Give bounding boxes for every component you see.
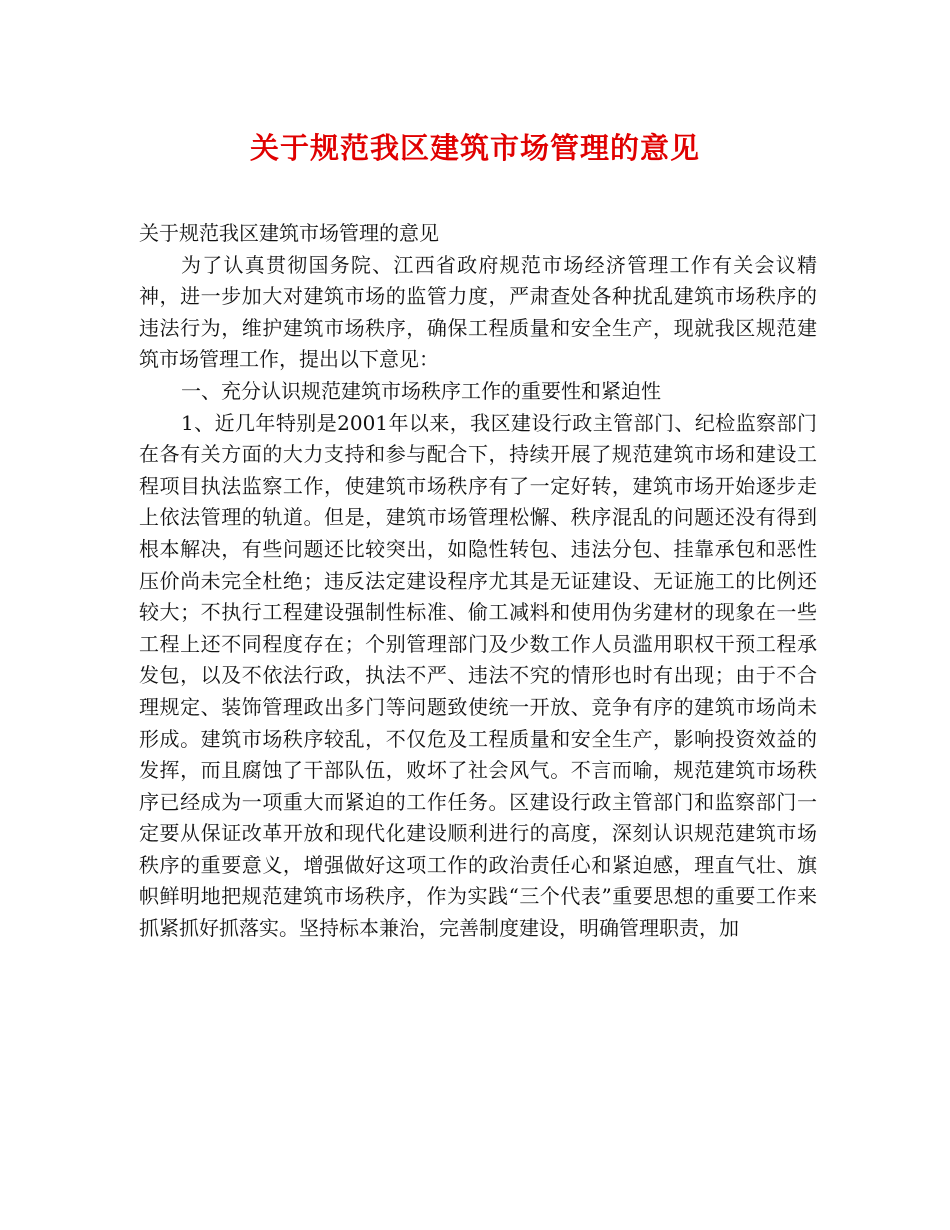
paragraph-intro: 为了认真贯彻国务院、江西省政府规范市场经济管理工作有关会议精神，进一步加大对建筑市场的监管力度，严肃查处各种扰乱建筑市场秩序的违法行为，维护建筑市场秩序，确保工程质量和安全生产，现就我区规范建筑市场管理工作，提出以下意见： bbox=[139, 252, 817, 372]
document-body bbox=[139, 218, 817, 945]
document-title: 关于规范我区建筑市场管理的意见 bbox=[249, 131, 700, 165]
paragraph-heading: 关于规范我区建筑市场管理的意见 bbox=[139, 221, 439, 245]
section-heading: 一、充分认识规范建筑市场秩序工作的重要性和紧迫性 bbox=[181, 378, 661, 403]
paragraph-item-1: 1、近几年特别是2001年以来，我区建设行政主管部门、纪检监察部门在各有关方面的大力支持和参与配合下，持续开展了规范建筑市场和建设工程项目执法监察工作，使建筑市场秩序有了一定好转，建筑市场开始逐步走上依法管理的轨道。但是，建筑市场管理松懈、秩序混乱的问题还没有得到根本解决，有些问题还比较突出，如隐性转包、违法分包、挂靠承包和恶性压价尚未完全杜绝；违反法定建设程序尤其是无证建设、无证施工的比例还较大；不执行工程建设强制性标准、偷工减料和使用伪劣建材的现象在一些工程上还不同程度存在；个别管理部门及少数工作人员滥用职权干预工程承发包，以及不依法行政，执法不严、违法不究的情形也时有出现；由于不合理规定、装饰管理政出多门等问题致使统一开放、竞争有序的建筑市场尚未形成。建筑市场秩序较乱，不仅危及工程质量和安全生产，影响投资效益的发挥，而且腐蚀了干部队伍，败坏了社会风气。不言而喻，规范建筑市场秩序已经成为一项重大而紧迫的工作任务。区建设行政主管部门和监察部门一定要从保证改革开放和现代化建设顺利进行的高度，深刻认识规范建筑市场秩序的重要意义，增强做好这项工作的政治责任心和紧迫感，理直气壮、旗帜鲜明地把规范建筑市场秩序，作为实践“三个代表”重要思想的重要工作来抓紧抓好抓落实。坚持标本兼治，完善制度建设，明确管理职责，加 bbox=[139, 410, 817, 941]
